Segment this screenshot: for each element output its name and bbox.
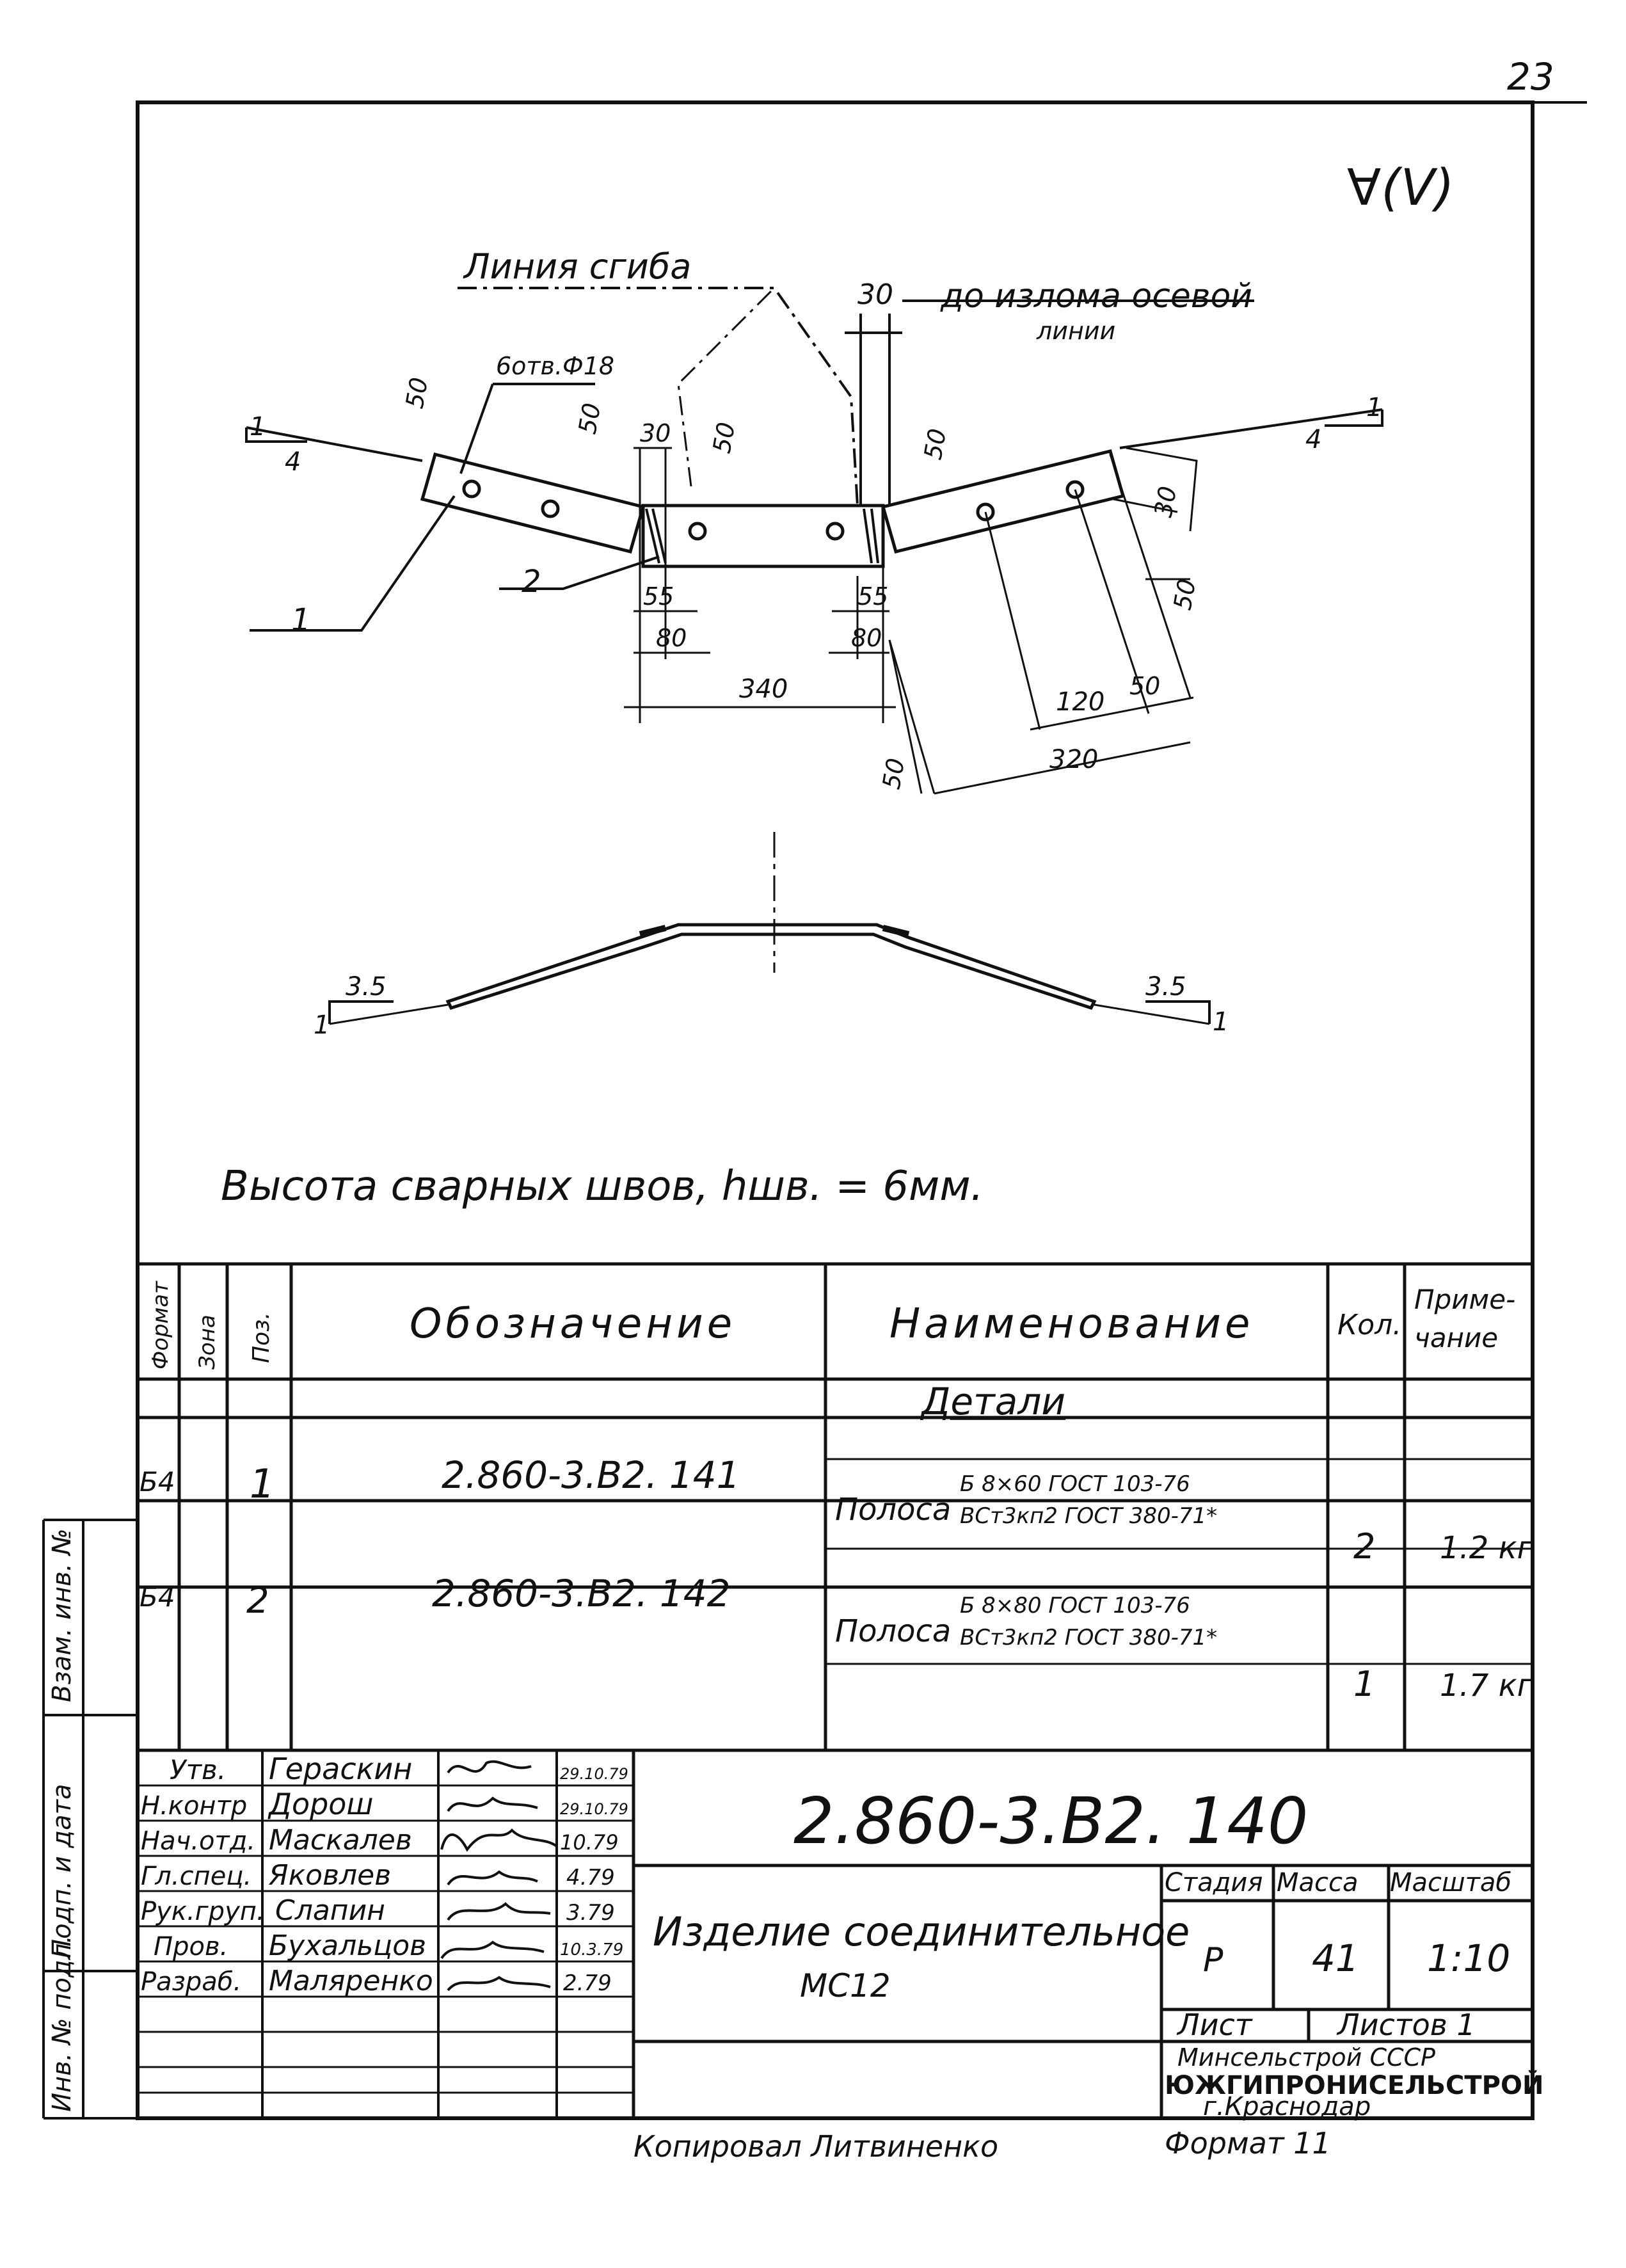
row-note: 1.2 кг [1440,1530,1533,1566]
signer-name: Яковлев [269,1859,392,1892]
margin-label-3: Инв. № подл. [47,1935,77,2112]
dim-50-a: 50 [400,375,434,411]
signer-row [154,1929,623,1962]
header-designation: Обозначение [410,1300,737,1348]
row-pos: 2 [246,1580,269,1622]
signer-list [141,1752,628,1997]
pos-1-label: 1 [291,602,311,638]
dim-30-mid: 30 [640,419,671,447]
page-number: 23 [1507,55,1554,99]
signer-row [141,1965,612,1997]
row-designation: 2.860-3.В2. 141 [442,1453,740,1497]
signer-row [170,1752,628,1786]
row-qty: 1 [1353,1664,1376,1704]
dim-80-left: 80 [656,624,687,652]
row-note: 1.7 кг [1440,1668,1533,1704]
slope-1b-left: 1 [314,1010,330,1040]
signer-date: 4.79 [566,1865,615,1890]
section-view [330,832,1209,1024]
format-label: Формат 11 [1165,2126,1331,2160]
header-zone: Зона [195,1314,220,1370]
stage-label: Стадия [1165,1868,1263,1897]
axis-break-label: до излома осевой [941,277,1253,315]
stage-value: Р [1203,1941,1223,1979]
row-name-bottom: ВСт3кп2 ГОСТ 380-71* [960,1625,1218,1650]
signer-name: Дорош [269,1787,374,1821]
mass-value: 41 [1312,1937,1359,1980]
signer-row [141,1859,615,1892]
doc-number: 2.860-3.В2. 140 [793,1784,1309,1858]
scale-value: 1:10 [1427,1937,1511,1980]
signer-date: 3.79 [566,1900,615,1926]
signer-date: 10.3.79 [560,1940,624,1960]
pos-2-label: 2 [522,564,541,600]
dim-30-right: 30 [1149,484,1183,520]
weld-note: Высота сварных швов, hшв. = 6мм. [221,1163,984,1210]
row-name-top: Б 8×80 ГОСТ 103-76 [960,1593,1190,1618]
right-axis [1120,410,1382,448]
signer-role: Утв. [170,1754,227,1785]
dim-50-b: 50 [573,401,607,436]
sheet-label: Лист [1177,2008,1252,2042]
signer-role: Рук.груп. [141,1897,265,1926]
header-note-2: чание [1414,1322,1499,1354]
signer-date: 10.79 [560,1830,619,1855]
margin-label-1: Взам. инв. № [47,1528,77,1702]
slope-35-right: 3.5 [1145,972,1186,1002]
slope-35-left: 3.5 [346,972,387,1002]
left-axis [246,427,422,461]
slope-1-right: 1 [1366,393,1383,422]
middle-strip [643,506,883,566]
dim-50-c: 50 [707,420,741,456]
header-note-1: Приме- [1414,1284,1516,1315]
slope-4-right: 4 [1305,425,1322,454]
row-qty: 2 [1353,1526,1376,1567]
hole [827,523,843,539]
row-name-bottom: ВСт3кп2 ГОСТ 380-71* [960,1503,1218,1529]
title-line-1: Изделие соединительное [653,1908,1190,1955]
org-line-3: г.Краснодар [1203,2092,1371,2121]
header-pos: Поз. [248,1312,275,1363]
dim-320: 320 [1049,745,1099,774]
dim-lines-left [634,448,710,653]
signer-role: Н.контр [141,1791,248,1821]
org-line-1: Минсельстрой СССР [1177,2043,1435,2072]
signer-role: Разраб. [141,1967,242,1997]
row-name: Полоса [835,1492,952,1528]
scale-label: Масштаб [1390,1868,1512,1897]
margin-label-2: Подп. и дата [47,1784,77,1958]
dim-340: 340 [739,675,788,704]
signer-row [141,1787,628,1821]
dim-55-left: 55 [643,582,674,611]
hole [464,481,479,497]
dim-50-d: 50 [918,426,952,462]
signer-row [141,1824,619,1857]
holes-label: 6отв.Ф18 [496,352,615,380]
signer-date: 2.79 [563,1970,612,1996]
leader-1 [250,496,454,630]
table-row [139,1572,1534,1704]
row-designation: 2.860-3.В2. 142 [432,1572,731,1615]
signer-name: Гераскин [269,1752,413,1786]
header-qty: Кол. [1337,1309,1402,1341]
bend-line [458,288,857,506]
row-format: Б4 [139,1466,175,1497]
corner-mark: ∀(V) [1347,159,1455,217]
bend-line-2 [678,288,774,486]
sheets-label: Листов 1 [1337,2008,1476,2042]
dim-50-g: 50 [877,756,911,792]
signer-name: Маляренко [269,1965,433,1997]
signer-row [141,1894,615,1927]
signer-name: Бухальцов [269,1929,427,1962]
signer-role: Гл.спец. [141,1862,252,1891]
header-format: Формат [148,1281,173,1370]
org-line-2: ЮЖГИПРОНИСЕЛЬСТРОЙ [1165,2071,1544,2100]
signer-name: Слапин [275,1894,385,1927]
plan-view [246,288,1382,794]
right-strip [883,451,1123,552]
mass-label: Масса [1277,1868,1359,1897]
signer-role: Нач.отд. [141,1826,256,1856]
bend-line-label: Линия сгиба [464,246,692,287]
dim-50-f: 50 [1129,672,1161,700]
title-line-2: МС12 [800,1967,891,2004]
signatures [442,1762,557,1990]
section-details: Детали [921,1380,1066,1423]
dim-120: 120 [1056,687,1105,717]
axis-break-label-2: линии [1037,317,1116,345]
dim-320-120 [889,640,1193,794]
dim-50-e: 50 [1168,577,1202,612]
row-name-top: Б 8×60 ГОСТ 103-76 [960,1471,1190,1497]
hole [690,523,705,539]
signer-name: Маскалев [269,1824,412,1857]
signer-date: 29.10.79 [560,1765,628,1783]
slope-1b-right: 1 [1213,1007,1229,1037]
header-name: Наименование [889,1300,1254,1348]
dim-30-top: 30 [857,278,893,311]
row-format: Б4 [139,1581,175,1613]
weld-hatch [646,509,878,563]
dim-55-right: 55 [857,582,889,611]
signer-role: Пров. [154,1932,228,1961]
hole [543,501,558,516]
dim-80-right: 80 [851,624,882,652]
slope-1-left: 1 [250,412,266,442]
signer-date: 29.10.79 [560,1800,628,1818]
row-pos: 1 [250,1460,275,1507]
row-name: Полоса [835,1613,952,1649]
left-strip [422,454,643,552]
slope-4-left: 4 [285,447,301,477]
copied-by: Копировал Литвиненко [634,2129,999,2164]
